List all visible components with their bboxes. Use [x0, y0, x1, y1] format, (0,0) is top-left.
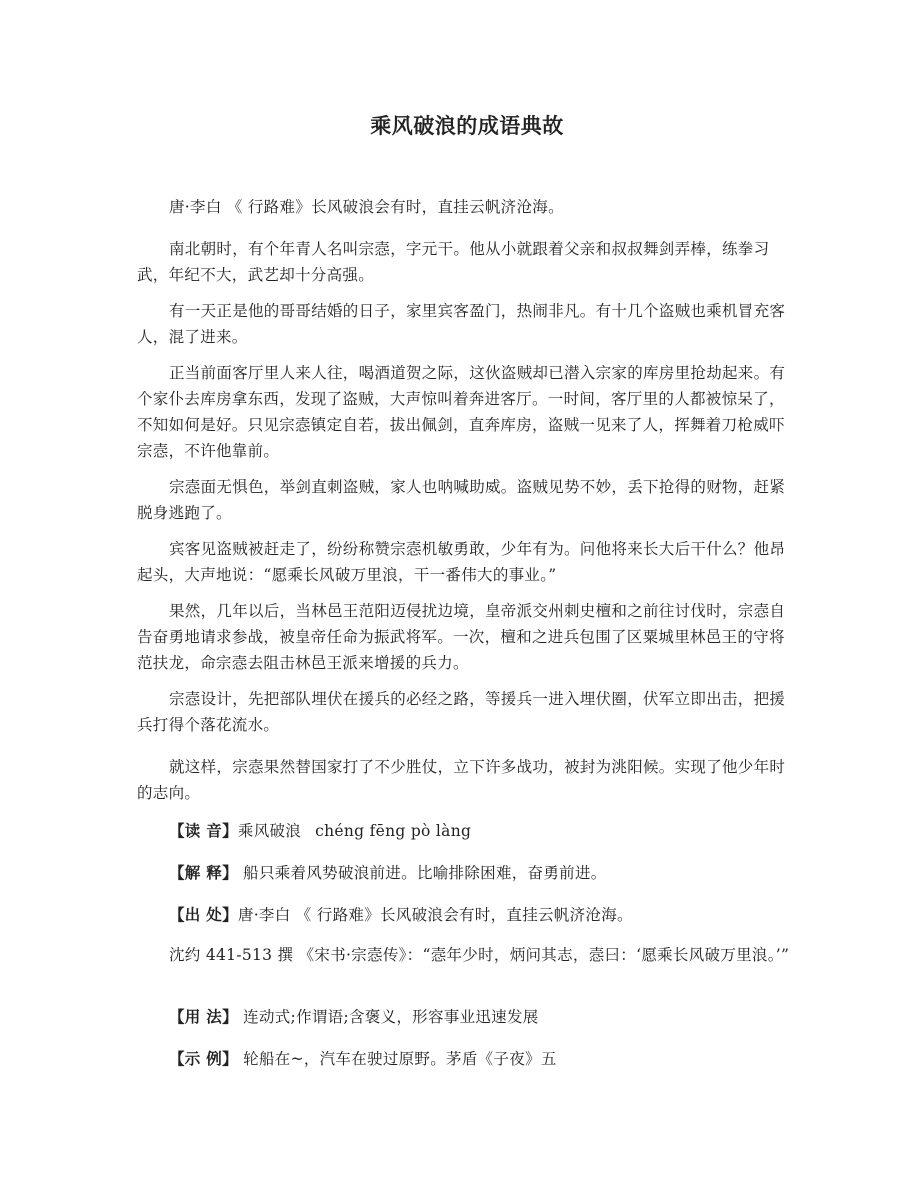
entry-word: 乘风破浪: [237, 822, 302, 840]
paragraph: 就这样，宗悫果然替国家打了不少胜仗，立下许多战功，被封为洮阳候。实现了他少年时的志向。: [137, 758, 786, 802]
entry-label: 【读 音】: [169, 821, 238, 840]
paragraph: 宾客见盗贼被赶走了，纷纷称赞宗悫机敏勇敢，少年有为。问他将来长大后干什么？他昂起头，大声地说：“愿乘长风破万里浪，干一番伟大的事业。”: [137, 540, 786, 584]
entry-pinyin: chéng fēng pò làng: [315, 822, 472, 840]
paragraph-quote: 唐·李白 《 行路难》长风破浪会有时，直挂云帆济沧海。: [169, 198, 564, 216]
paragraph: 正当前面客厅里人来人往，喝酒道贺之际，这伙盗贼却已潜入宗家的库房里抢劫起来。有个家仆去库房拿东西，发现了盗贼，大声惊叫着奔进客厅。一时间，客厅里的人都被惊呆了，不知如何是好。只见宗悫镇定自若，拔出佩剑，直奔库房，盗贼一见来了人，挥舞着刀枪威吓宗悫，不许他靠前。: [137, 364, 786, 460]
entry-source-extra: 沈约 441-513 撰 《宋书·宗悫传》：“悫年少时，炳问其志，悫曰：‘愿乘长风破万里浪。’”: [169, 946, 790, 964]
paragraph: 果然，几年以后，当林邑王范阳迈侵扰边境，皇帝派交州刺史檀和之前往讨伐时，宗悫自告奋勇地请求参战，被皇帝任命为振武将军。一次，檀和之进兵包围了区粟城里林邑王的守将范扶龙，命宗悫去阻击林邑王派来增援的兵力。: [137, 602, 786, 672]
paragraph: 南北朝时，有个年青人名叫宗悫，字元干。他从小就跟着父亲和叔叔舞剑弄棒，练拳习武，年纪不大，武艺却十分高强。: [137, 240, 770, 284]
entry-text: 唐·李白 《 行路难》长风破浪会有时，直挂云帆济沧海。: [237, 906, 633, 924]
entry-meaning: [137, 860, 792, 886]
paragraph: 宗悫面无惧色，举剑直刺盗贼，家人也呐喊助威。盗贼见势不妙，丢下抢得的财物，赶紧脱身逃跑了。: [137, 478, 786, 522]
page-title: 乘风破浪的成语典故: [370, 114, 564, 138]
paragraph: 有一天正是他的哥哥结婚的日子，家里宾客盈门，热闹非凡。有十几个盗贼也乘机冒充客人，混了进来。: [137, 302, 786, 346]
entry-label: 【解 释】: [169, 863, 238, 882]
entry-label: 【用 法】: [169, 1007, 238, 1026]
entry-source: [137, 902, 792, 928]
entry-example: [137, 1046, 792, 1072]
entry-usage: [137, 1004, 792, 1030]
entry-text: 连动式;作谓语;含褒义，形容事业迅速发展: [243, 1008, 539, 1026]
entry-text: 轮船在~，汽车在驶过原野。茅盾《子夜》五: [243, 1050, 557, 1068]
entry-label: 【示 例】: [169, 1049, 238, 1068]
entry-label: 【出 处】: [169, 905, 238, 924]
entry-text: 船只乘着风势破浪前进。比喻排除困难，奋勇前进。: [243, 864, 607, 882]
entry-pronunciation: [137, 818, 792, 844]
paragraph: 宗悫设计，先把部队埋伏在援兵的必经之路，等援兵一进入埋伏圈，伏军立即出击，把援兵打得个落花流水。: [137, 690, 786, 734]
